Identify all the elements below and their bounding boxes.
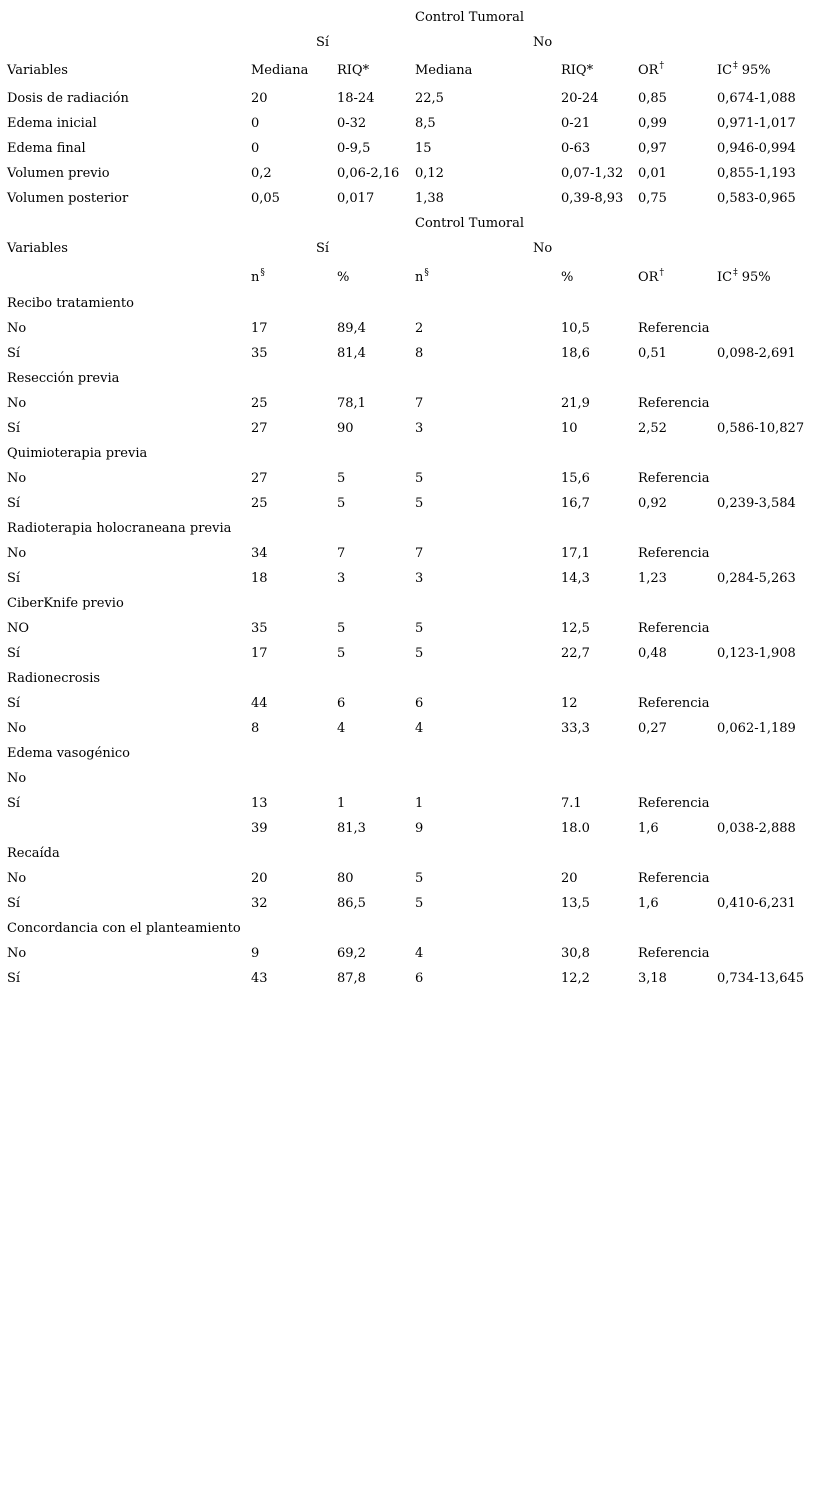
table-cell: 0-63 [561, 141, 591, 156]
table-cell: 1 [337, 796, 346, 811]
table1-header-riq-si: RIQ* [337, 63, 370, 78]
table1-header-mediana-si: Mediana [251, 63, 309, 78]
row-label: No [7, 546, 27, 561]
dagger-mark: † [659, 268, 664, 278]
table-cell: 90 [337, 421, 354, 436]
table-row [0, 846, 823, 871]
table2-header-or [638, 270, 664, 287]
table-cell: 17,1 [561, 546, 590, 561]
row-label: No [7, 946, 27, 961]
table-cell: 17 [251, 646, 268, 661]
table1-group-no: No [533, 35, 553, 50]
table1-group-title-row [0, 10, 823, 35]
table-cell: 25 [251, 496, 268, 511]
table-row [0, 346, 823, 371]
table-cell: 0-32 [337, 116, 367, 131]
table-cell: 5 [415, 496, 424, 511]
table-cell: 17 [251, 321, 268, 336]
table-cell: 5 [337, 471, 346, 486]
table-cell: 6 [415, 971, 424, 986]
table-row [0, 746, 823, 771]
row-label: Sí [7, 571, 21, 586]
section-mark: § [424, 268, 429, 278]
table-cell: 22,7 [561, 646, 590, 661]
table2-header-pct-si: % [337, 270, 350, 285]
table-cell: 33,3 [561, 721, 590, 736]
table-row [0, 771, 823, 796]
table-cell: 16,7 [561, 496, 590, 511]
table2-header-variables: Variables [7, 241, 68, 256]
table-cell: 0,284-5,263 [717, 571, 796, 586]
table-cell: 8 [415, 346, 424, 361]
dagger-mark: † [659, 61, 664, 71]
table-cell: Referencia [638, 471, 710, 486]
table-cell: 0 [251, 116, 260, 131]
table1-header-or [638, 63, 664, 80]
table-cell: 32 [251, 896, 268, 911]
table-cell: 20 [251, 91, 268, 106]
table-row [0, 471, 823, 496]
table-cell: 0,97 [638, 141, 667, 156]
table2-header-row [0, 270, 823, 295]
table2-group-title: Control Tumoral [415, 216, 525, 231]
table-cell: 0,410-6,231 [717, 896, 796, 911]
table-cell: 0,586-10,827 [717, 421, 805, 436]
table-cell: Referencia [638, 871, 710, 886]
table-cell: 9 [415, 821, 424, 836]
table-cell: 3 [415, 571, 424, 586]
table-cell: 7.1 [561, 796, 582, 811]
table-cell: 1,6 [638, 896, 659, 911]
table1-header-ic [717, 63, 771, 80]
table-cell: 7 [415, 396, 424, 411]
double-dagger-mark: ‡ [733, 268, 738, 278]
table-cell: Referencia [638, 546, 710, 561]
table-cell: 0,27 [638, 721, 667, 736]
row-label: CiberKnife previo [7, 596, 124, 611]
table-cell: 8,5 [415, 116, 436, 131]
table-row [0, 166, 823, 191]
table-cell: 35 [251, 621, 268, 636]
row-label: Edema vasogénico [7, 746, 130, 761]
table-cell: 2 [415, 321, 424, 336]
table-cell: 5 [415, 646, 424, 661]
table-cell: 0,75 [638, 191, 667, 206]
table-cell: 15 [415, 141, 432, 156]
table-cell: Referencia [638, 321, 710, 336]
table-cell: Referencia [638, 946, 710, 961]
table-row [0, 721, 823, 746]
table-cell: 15,6 [561, 471, 590, 486]
table-cell: 78,1 [337, 396, 366, 411]
table-cell: 5 [415, 621, 424, 636]
row-label: Dosis de radiación [7, 91, 129, 106]
ic-suffix: 95% [737, 63, 771, 78]
table-cell: 12,5 [561, 621, 590, 636]
table-cell: 18,6 [561, 346, 590, 361]
table-row [0, 446, 823, 471]
table-row [0, 116, 823, 141]
row-label: Volumen posterior [7, 191, 129, 206]
table-cell: 5 [337, 621, 346, 636]
table-cell: 5 [337, 646, 346, 661]
table-cell: 0,85 [638, 91, 667, 106]
row-label: No [7, 321, 27, 336]
table-cell: Referencia [638, 696, 710, 711]
table2-group-title-row [0, 216, 823, 241]
table-cell: 0,2 [251, 166, 272, 181]
table1-group-title: Control Tumoral [415, 10, 525, 25]
table-cell: 0,855-1,193 [717, 166, 796, 181]
table-row [0, 421, 823, 446]
table-cell: 21,9 [561, 396, 590, 411]
table-row [0, 191, 823, 216]
table-cell: Referencia [638, 396, 710, 411]
table-cell: 9 [251, 946, 260, 961]
table-cell: 39 [251, 821, 268, 836]
table-cell: 0,971-1,017 [717, 116, 796, 131]
table1-header-row [0, 63, 823, 88]
table-cell: 0,098-2,691 [717, 346, 796, 361]
table-cell: Referencia [638, 621, 710, 636]
table-cell: 0,12 [415, 166, 444, 181]
table-row [0, 621, 823, 646]
table-cell: 0,674-1,088 [717, 91, 796, 106]
row-label: Edema inicial [7, 116, 97, 131]
table-cell: 0-9,5 [337, 141, 371, 156]
table1-header-variables: Variables [7, 63, 68, 78]
or-label: OR [638, 63, 659, 78]
table-cell: 7 [337, 546, 346, 561]
table-cell: 81,3 [337, 821, 366, 836]
table1-group-row [0, 35, 823, 60]
table-cell: 0,99 [638, 116, 667, 131]
table-cell: 18.0 [561, 821, 590, 836]
table-cell: 14,3 [561, 571, 590, 586]
table-cell: 20 [251, 871, 268, 886]
table-row [0, 796, 823, 821]
table-cell: 87,8 [337, 971, 366, 986]
table-cell: 5 [337, 496, 346, 511]
row-label: No [7, 721, 27, 736]
table-row [0, 91, 823, 116]
table-row [0, 521, 823, 546]
table-cell: 0,734-13,645 [717, 971, 805, 986]
table-row [0, 821, 823, 846]
or-label: OR [638, 270, 659, 285]
table-row [0, 141, 823, 166]
table-row [0, 696, 823, 721]
row-label: Concordancia con el planteamiento [7, 921, 241, 936]
table-cell: 12 [561, 696, 578, 711]
table-cell: 4 [337, 721, 346, 736]
row-label: Quimioterapia previa [7, 446, 148, 461]
table-cell: 5 [415, 896, 424, 911]
table-cell: 6 [337, 696, 346, 711]
row-label: Sí [7, 971, 21, 986]
table-cell: 43 [251, 971, 268, 986]
n-label: n [251, 270, 260, 285]
table-cell: 1,6 [638, 821, 659, 836]
table-cell: 0,39-8,93 [561, 191, 624, 206]
table-cell: 86,5 [337, 896, 366, 911]
table-cell: 27 [251, 471, 268, 486]
table-cell: 0,239-3,584 [717, 496, 796, 511]
table-cell: 69,2 [337, 946, 366, 961]
table-row [0, 871, 823, 896]
table-row [0, 321, 823, 346]
row-label: Resección previa [7, 371, 120, 386]
table-cell: 0,038-2,888 [717, 821, 796, 836]
table-cell: 3,18 [638, 971, 667, 986]
table-cell: 13,5 [561, 896, 590, 911]
row-label: Sí [7, 346, 21, 361]
table-cell: 18-24 [337, 91, 375, 106]
table-cell: 22,5 [415, 91, 444, 106]
table1-group-si: Sí [316, 35, 330, 50]
table-cell: 1,38 [415, 191, 444, 206]
table-cell: 10,5 [561, 321, 590, 336]
table-cell: 3 [337, 571, 346, 586]
row-label: No [7, 871, 27, 886]
table-cell: 34 [251, 546, 268, 561]
row-label: Sí [7, 896, 21, 911]
table-cell: 5 [415, 471, 424, 486]
row-label: Recibo tratamiento [7, 296, 134, 311]
table-row [0, 571, 823, 596]
row-label: Volumen previo [7, 166, 110, 181]
table-cell: 0,48 [638, 646, 667, 661]
table2-group-no: No [533, 241, 553, 256]
table-row [0, 496, 823, 521]
table-cell: 0 [251, 141, 260, 156]
table-cell: 0,92 [638, 496, 667, 511]
ic-label: IC [717, 63, 733, 78]
table-cell: 8 [251, 721, 260, 736]
table-cell: 0,062-1,189 [717, 721, 796, 736]
ic-label: IC [717, 270, 733, 285]
table-row [0, 971, 823, 996]
table-cell: 10 [561, 421, 578, 436]
table2-group-si: Sí [316, 241, 330, 256]
table-cell: 18 [251, 571, 268, 586]
table-cell: 20 [561, 871, 578, 886]
table-cell: 2,52 [638, 421, 667, 436]
table-cell: 5 [415, 871, 424, 886]
table-cell: 0,07-1,32 [561, 166, 624, 181]
table-cell: 0,05 [251, 191, 280, 206]
table-cell: 1,23 [638, 571, 667, 586]
table-row [0, 371, 823, 396]
table-row [0, 896, 823, 921]
table-cell: 0,017 [337, 191, 375, 206]
row-label: Sí [7, 696, 21, 711]
table-cell: 0,51 [638, 346, 667, 361]
table-cell: 1 [415, 796, 424, 811]
table-cell: 81,4 [337, 346, 366, 361]
table-row [0, 946, 823, 971]
table-cell: Referencia [638, 796, 710, 811]
table2-header-n-si [251, 270, 265, 287]
table-cell: 7 [415, 546, 424, 561]
table-cell: 89,4 [337, 321, 366, 336]
table-cell: 27 [251, 421, 268, 436]
section-mark: § [260, 268, 265, 278]
table-cell: 0,06-2,16 [337, 166, 400, 181]
row-label: Recaída [7, 846, 60, 861]
table-cell: 12,2 [561, 971, 590, 986]
table2-header-pct-no: % [561, 270, 574, 285]
table-row [0, 921, 823, 946]
row-label: No [7, 771, 27, 786]
table-row [0, 396, 823, 421]
table-cell: 80 [337, 871, 354, 886]
ic-suffix: 95% [737, 270, 771, 285]
table-row [0, 596, 823, 621]
table-cell: 6 [415, 696, 424, 711]
row-label: No [7, 396, 27, 411]
row-label: Edema final [7, 141, 86, 156]
table-cell: 25 [251, 396, 268, 411]
double-dagger-mark: ‡ [733, 61, 738, 71]
table1-header-mediana-no: Mediana [415, 63, 473, 78]
table-cell: 4 [415, 721, 424, 736]
table-row [0, 546, 823, 571]
table2-group-row [0, 241, 823, 266]
table-cell: 35 [251, 346, 268, 361]
table-cell: 0,946-0,994 [717, 141, 796, 156]
row-label: Sí [7, 421, 21, 436]
row-label: NO [7, 621, 30, 636]
table-cell: 4 [415, 946, 424, 961]
table-cell: 44 [251, 696, 268, 711]
table-row [0, 646, 823, 671]
row-label: Radionecrosis [7, 671, 101, 686]
table-row [0, 296, 823, 321]
table-row [0, 671, 823, 696]
table-cell: 30,8 [561, 946, 590, 961]
table-cell: 3 [415, 421, 424, 436]
table-cell: 13 [251, 796, 268, 811]
table-cell: 0-21 [561, 116, 591, 131]
row-label: No [7, 471, 27, 486]
table1-header-riq-no: RIQ* [561, 63, 594, 78]
n-label: n [415, 270, 424, 285]
table2-header-n-no [415, 270, 429, 287]
table-cell: 0,01 [638, 166, 667, 181]
row-label: Radioterapia holocraneana previa [7, 521, 232, 536]
table2-header-ic [717, 270, 771, 287]
table-cell: 0,123-1,908 [717, 646, 796, 661]
row-label: Sí [7, 796, 21, 811]
table-cell: 0,583-0,965 [717, 191, 796, 206]
table-cell: 20-24 [561, 91, 599, 106]
row-label: Sí [7, 646, 21, 661]
row-label: Sí [7, 496, 21, 511]
